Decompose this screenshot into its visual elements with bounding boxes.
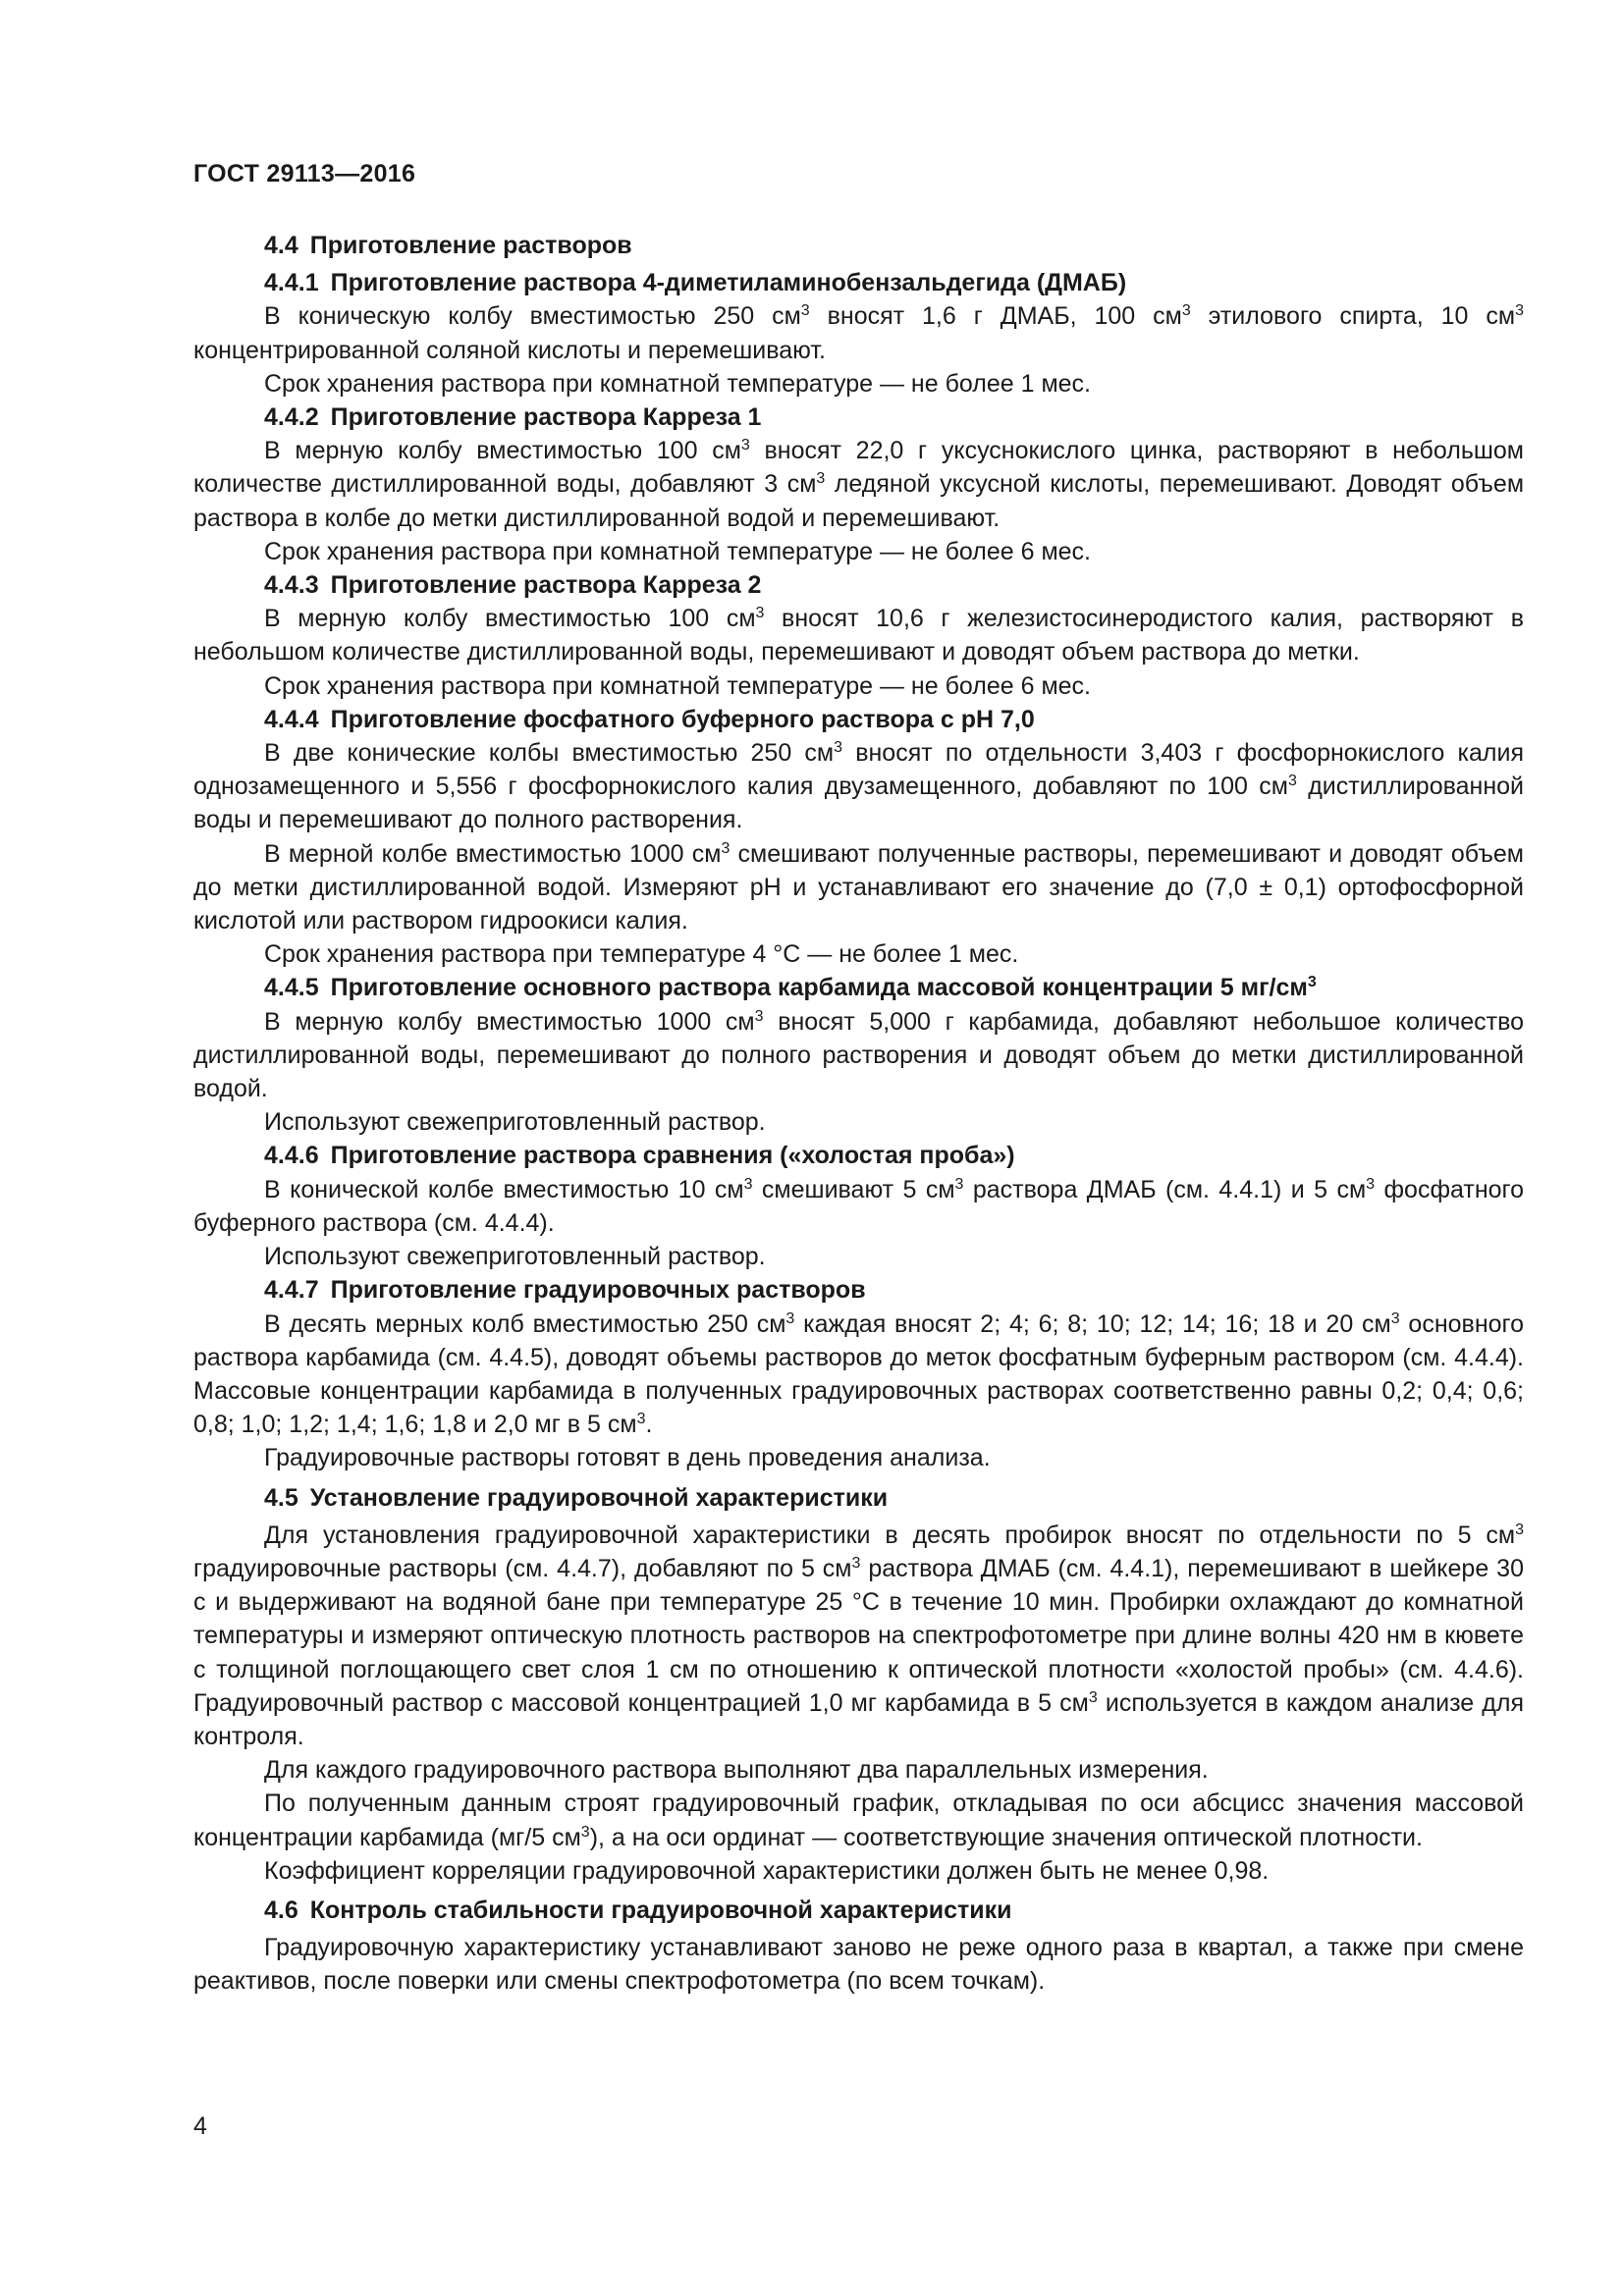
paragraph: В конической колбе вместимостью 10 $см^3$ смешивают 5 $см^3$ раствора ДМАБ (см. 4.4.1) и 5 $см^3$ фосфатного буферного раствора (см. 4.4.4). bbox=[193, 1175, 1524, 1237]
paragraph: Используют свежеприготовленный раствор. bbox=[264, 1243, 766, 1271]
paragraph: В мерную колбу вместимостью 100 $см^3$ вносят 22,0 г уксуснокислого цинка, растворяют в небольшом количестве дистиллированной воды, добавляют 3 $см^3$ ледяной уксусной кислоты, перемешивают. Доводят объем раствора в колбе до метки дистиллированной водой и перемешивают. bbox=[193, 437, 1525, 532]
paragraph: В мерную колбу вместимостью 100 $см^3$ вносят 10,6 г железистосинеродистого калия, растворяют в небольшом количестве дистиллированной воды, перемешивают и доводят объем раствора до метки. bbox=[193, 605, 1525, 667]
paragraph: В две конические колбы вместимостью 250 $см^3$ вносят по отдельности 3,403 г фосфорнокислого калия однозамещенного и 5,556 г фосфорнокислого калия двузамещенного, добавляют по 100 $см^3$ дистиллированной воды и перемешивают до полного растворения. bbox=[193, 739, 1525, 834]
paragraph: В десять мерных колб вместимостью 250 $см^3$ каждая вносят 2; 4; 6; 8; 10; 12; 14; 16; 18 и 20 $см^3$ основного раствора карбамида (см. 4.4.5), доводят объемы растворов до меток фосфатным буферным раствором (см. 4.4.4). Массовые концентрации карбамида в полученных градуировочных растворах соответственно равны 0,2; 0,4; 0,6; 0,8; 1,0; 1,2; 1,4; 1,6; 1,8 и 2,0 мг в 5 $см^3$. bbox=[193, 1309, 1524, 1439]
paragraph: По полученным данным строят градуировочный график, откладывая по оси абсцисс значения массовой концентрации карбамида (мг/5 $см^3$), а на оси ординат — соответствующие значения оптической плотности. bbox=[193, 1789, 1524, 1851]
paragraph: Для каждого градуировочного раствора выполняют два параллельных измерения. bbox=[264, 1756, 1209, 1785]
section-4-4-5-heading: 4.4.5 Приготовление основного раствора карбамида массовой концентрации 5 $мг/см^3$ bbox=[264, 974, 1317, 1002]
section-4-4-6-heading: 4.4.6 Приготовление раствора сравнения («холостая проба») bbox=[264, 1142, 1015, 1170]
section-4-4-1-heading: 4.4.1 Приготовление раствора 4-диметиламинобензальдегида (ДМАБ) bbox=[264, 269, 1127, 297]
section-4-4-3-heading: 4.4.3 Приготовление раствора Карреза 2 bbox=[264, 571, 762, 600]
paragraph: Используют свежеприготовленный раствор. bbox=[264, 1108, 766, 1137]
section-4-6-heading: 4.6 Контроль стабильности градуировочной характеристики bbox=[264, 1896, 1012, 1924]
paragraph: Срок хранения раствора при комнатной температуре — не более 6 мес. bbox=[264, 537, 1091, 565]
section-4-4-7-heading: 4.4.7 Приготовление градуировочных растворов bbox=[264, 1276, 866, 1305]
section-4-4-2-heading: 4.4.2 Приготовление раствора Карреза 1 bbox=[264, 403, 762, 432]
paragraph: Срок хранения раствора при температуре 4 °С — не более 1 мес. bbox=[264, 940, 1019, 969]
section-4-5-heading: 4.5 Установление градуировочной характеристики bbox=[264, 1483, 889, 1512]
section-4-4-4-heading: 4.4.4 Приготовление фосфатного буферного раствора с pH 7,0 bbox=[264, 705, 1035, 733]
document-body bbox=[193, 229, 1524, 1999]
paragraph: Срок хранения раствора при комнатной температуре — не более 1 мес. bbox=[264, 369, 1091, 398]
section-4-4-heading: 4.4 Приготовление растворов bbox=[264, 232, 632, 259]
paragraph: Градуировочные растворы готовят в день проведения анализа. bbox=[264, 1444, 991, 1472]
paragraph: В мерную колбу вместимостью 1000 $см^3$ вносят 5,000 г карбамида, добавляют небольшое количество дистиллированной воды, перемешивают до полного растворения и доводят объем до метки дистиллированной водой. bbox=[193, 1007, 1524, 1103]
paragraph: В мерной колбе вместимостью 1000 $см^3$ смешивают полученные растворы, перемешивают и доводят объем до метки дистиллированной водой. Измеряют pH и устанавливают его значение до (7,0 ± 0,1) ортофосфорной кислотой или раствором гидроокиси калия. bbox=[193, 839, 1524, 935]
paragraph: В коническую колбу вместимостью 250 $см^3$ вносят 1,6 г ДМАБ, 100 $см^3$ этилового спирта, 10 $см^3$ концентрированной соляной кислоты и перемешивают. bbox=[193, 302, 1524, 364]
paragraph: Градуировочную характеристику устанавливают заново не реже одного раза в квартал, а также при смене реактивов, после поверки или смены спектрофотометра (по всем точкам). bbox=[193, 1934, 1524, 1996]
paragraph: Коэффициент корреляции градуировочной характеристики должен быть не менее 0,98. bbox=[264, 1856, 1270, 1885]
document-header: ГОСТ 29113—2016 bbox=[193, 160, 416, 187]
paragraph: Срок хранения раствора при комнатной температуре — не более 6 мес. bbox=[264, 671, 1091, 700]
page-number: 4 bbox=[193, 2112, 207, 2140]
paragraph: Для установления градуировочной характеристики в десять пробирок вносят по отдельности по 5 $см^3$ градуировочные растворы (см. 4.4.7), добавляют по 5 $см^3$ раствора ДМАБ (см. 4.4.1), перемешивают в шейкере 30 с и выдерживают на водяной бане при температуре 25 °С в течение 10 мин. Пробирки охлаждают до комнатной температуры и измеряют оптическую плотность растворов на спектрофотометре при длине волны 420 нм в кювете с толщиной поглощающего свет слоя 1 см по отношению к оптической плотности «холостой пробы» (см. 4.4.6). Градуировочный раствор с массовой концентрацией 1,0 мг карбамида в 5 $см^3$ используется в каждом анализе для контроля. bbox=[193, 1521, 1524, 1750]
